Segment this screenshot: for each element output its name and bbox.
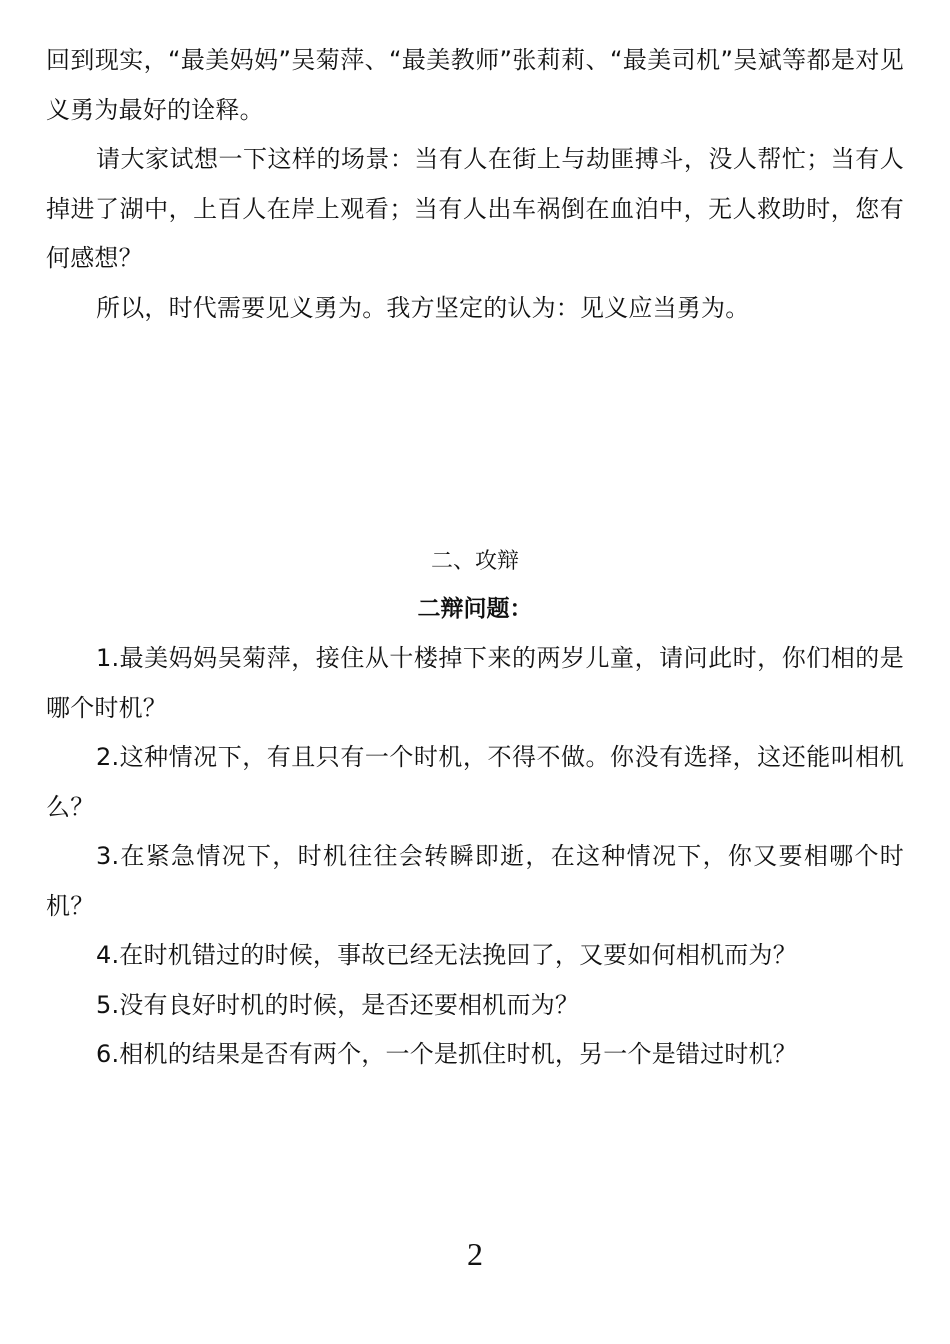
- intro-paragraph-1: 回到现实，“最美妈妈”吴菊萍、“最美教师”张莉莉、“最美司机”吴斌等都是对见义勇为最好的诠释。: [46, 46, 904, 124]
- intro-paragraph-2: 请大家试想一下这样的场景：当有人在街上与劫匪搏斗，没人帮忙；当有人掉进了湖中，上百人在岸上观看；当有人出车祸倒在血泊中，无人救助时，您有何感想？: [46, 145, 904, 272]
- question-1: 1.最美妈妈吴菊萍，接住从十楼掉下来的两岁儿童，请问此时，你们相的是哪个时机？: [46, 644, 904, 722]
- page-number: 2: [467, 1236, 483, 1272]
- section-subtitle: 二辩问题：: [417, 596, 533, 622]
- question-2: 2.这种情况下，有且只有一个时机，不得不做。你没有选择，这还能叫相机么？: [46, 743, 904, 821]
- intro-text: [46, 36, 904, 333]
- question-3: 3.在紧急情况下，时机往往会转瞬即逝，在这种情况下，你又要相哪个时机？: [46, 842, 904, 920]
- question-5: 5.没有良好时机的时候，是否还要相机而为？: [96, 990, 580, 1019]
- question-list: [46, 634, 904, 1080]
- intro-paragraph-3: 所以，时代需要见义勇为。我方坚定的认为：见义应当勇为。: [96, 293, 750, 322]
- section-title: 二、攻辩: [430, 549, 519, 574]
- question-4: 4.在时机错过的时候，事故已经无法挽回了，又要如何相机而为？: [96, 941, 797, 969]
- question-6: 6.相机的结果是否有两个，一个是抓住时机，另一个是错过时机？: [96, 1040, 797, 1068]
